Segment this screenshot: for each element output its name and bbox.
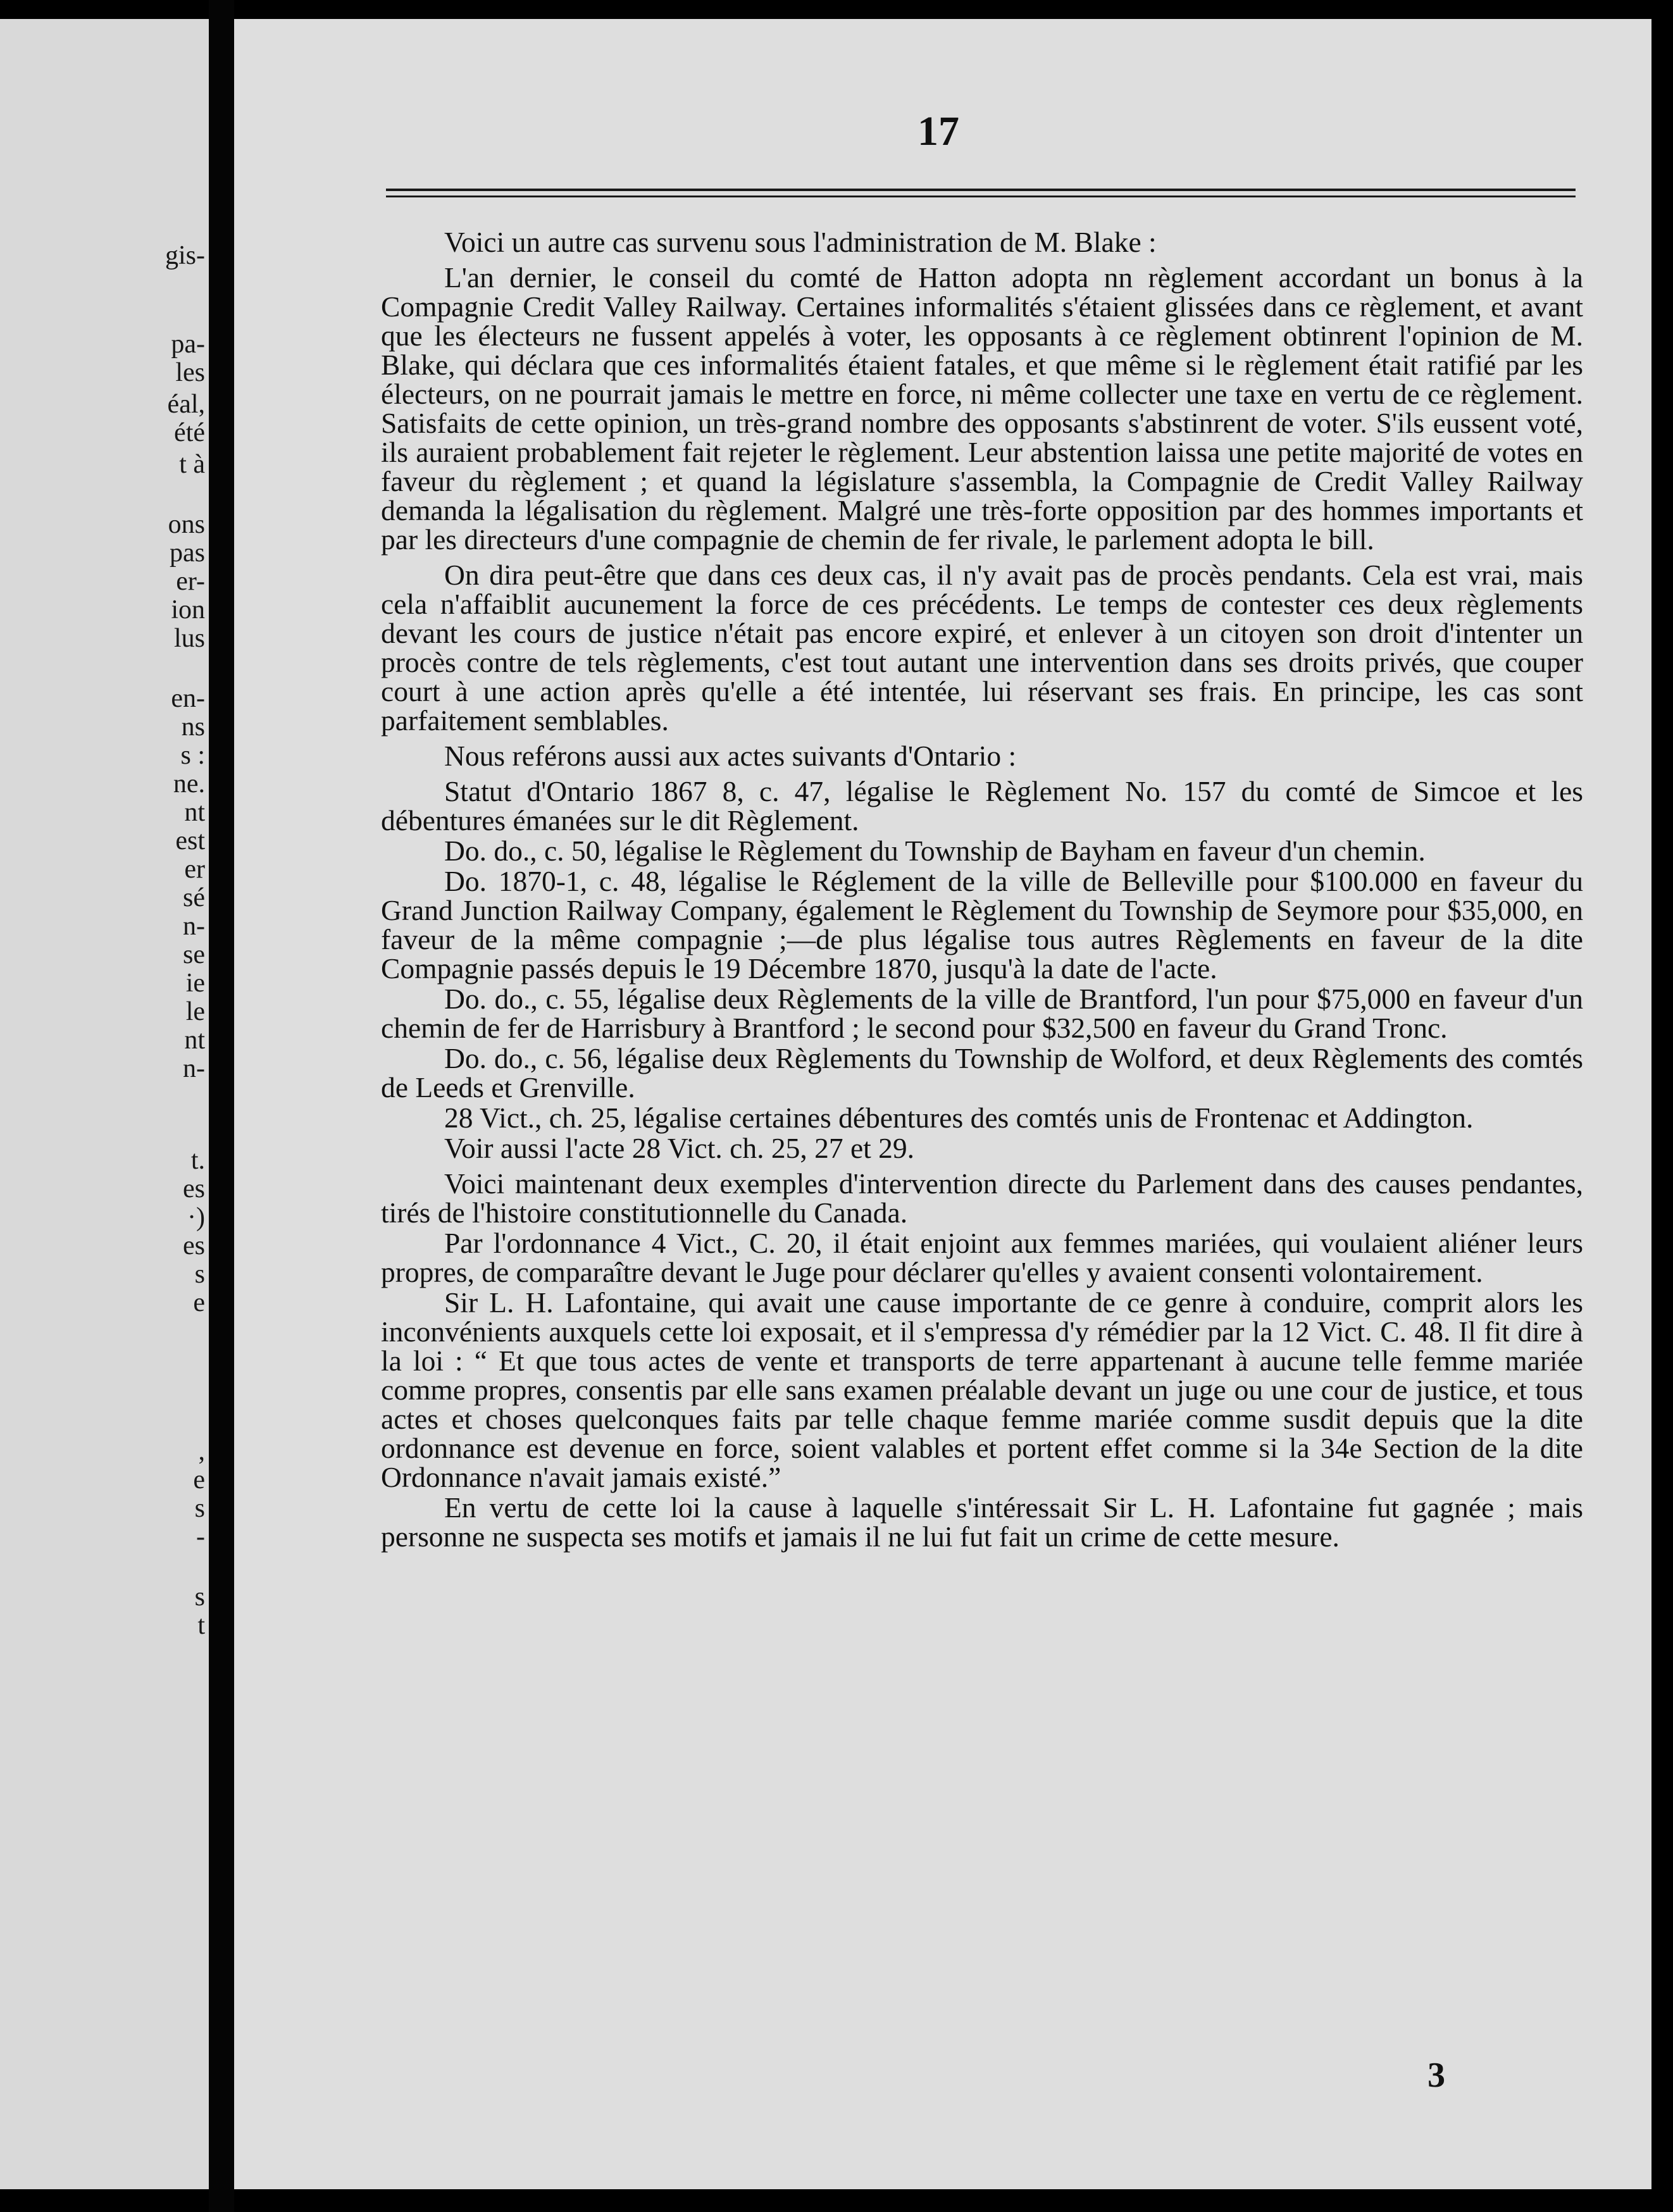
- facing-page-line: ,: [198, 1437, 205, 1466]
- paragraph: Statut d'Ontario 1867 8, c. 47, légalise le Règlement No. 157 du comté de Simcoe et les débentures émanées sur le dit Règlement.: [381, 775, 1583, 836]
- facing-page-line: e: [193, 1288, 205, 1317]
- facing-page-line: s :: [180, 741, 205, 770]
- facing-page-line: pas: [170, 538, 205, 568]
- facing-page-line: t.: [190, 1146, 205, 1175]
- facing-page-line: le: [185, 997, 205, 1026]
- paragraph: Voici maintenant deux exemples d'intervention directe du Parlement dans des causes pendantes, tirés de l'histoire constitutionnelle du Canada.: [381, 1167, 1583, 1229]
- page-number: 17: [917, 108, 959, 154]
- facing-page-line: er-: [176, 567, 205, 596]
- paragraph: Do. do., c. 56, légalise deux Règlements du Township de Wolford, et deux Règlements des comtés de Leeds et Grenville.: [381, 1042, 1583, 1103]
- facing-page-line: n-: [183, 912, 205, 941]
- facing-page-line: se: [183, 940, 205, 969]
- facing-page-line: en-: [171, 684, 205, 713]
- facing-page-line: éal,: [167, 390, 205, 419]
- facing-page-line: er: [184, 855, 205, 884]
- facing-page-line: -: [196, 1522, 205, 1551]
- facing-page-line: ns: [181, 712, 205, 742]
- facing-page-line: t: [197, 1611, 205, 1640]
- facing-page-line: nt: [184, 798, 205, 827]
- paragraph: Do. 1870-1, c. 48, légalise le Réglement de la ville de Belleville pour $100.000 en faveur du Grand Junction Railway Company, également le Règlement du Township de Seymore pour $35,000, en faveur de la même compagnie ;—de plus légalise tous autres Règlements en faveur de la dite Compagnie passés depuis le 19 Décembre 1870, jusqu'à la date de l'acte.: [381, 865, 1583, 985]
- paragraph: 28 Vict., ch. 25, légalise certaines débentures des comtés unis de Frontenac et Addington.: [444, 1102, 1474, 1134]
- facing-page-line: lus: [173, 624, 205, 653]
- facing-page-line: e: [193, 1465, 205, 1494]
- facing-page-line: pa-: [171, 330, 205, 359]
- paragraph: Voir aussi l'acte 28 Vict. ch. 25, 27 et 29.: [444, 1132, 915, 1164]
- book-gutter: [209, 0, 234, 2212]
- facing-page-line: été: [174, 418, 205, 447]
- paragraph: Sir L. H. Lafontaine, qui avait une cause importante de ce genre à conduire, comprit alors les inconvénients auxquels cette loi exposait, et il s'empressa d'y rémédier par la 12 Vict. C. 48. Il fit dire à la loi : “ Et que tous actes de vente et transports de terre appartenant à aucune telle femme mariée comme propres, consentis par elle sans examen préalable devant un juge ou une cour de justice, et tous actes et choses quelconques faits par telle chaque femme mariée comme susdit depuis que la dite ordonnance est devenue en force, soient valables et portent effet comme si la 34e Section de la dite Ordonnance n'avait jamais existé.”: [381, 1286, 1583, 1493]
- signature-mark: 3: [1427, 2056, 1445, 2095]
- facing-page-line: ons: [168, 510, 205, 539]
- facing-page-line: s: [194, 1582, 205, 1612]
- facing-page-line: n-: [183, 1054, 205, 1083]
- paragraph: Voici un autre cas survenu sous l'administration de M. Blake :: [444, 226, 1157, 258]
- facing-page-line: es: [183, 1174, 205, 1203]
- paragraph: L'an dernier, le conseil du comté de Hatton adopta nn règlement accordant un bonus à la Compagnie Credit Valley Railway. Certaines informalités s'étaient glissées dans ce règlement, et avant que les électeurs ne fussent appelés à voter, les opposants à ce règlement obtinrent l'opinion de M. Blake, qui déclara que ces informalités étaient fatales, et que même si le règlement était ratifié par les électeurs, on ne pourrait jamais le mettre en force, ni même collecter une taxe en vertu de ce règlement. Satisfaits de cette opinion, un très-grand nombre des opposants s'abstinrent de voter. S'ils eussent voté, ils auraient probablement fait rejeter le règlement. Leur abstention laissa une petite majorité de votes en faveur du règlement ; et quand la législature s'assembla, la Compagnie de Credit Valley Railway demanda la légalisation du règlement. Malgré une très-forte opposition par des hommes importants et par les directeurs d'une compagnie de chemin de fer rivale, le parlement adopta le bill.: [381, 261, 1583, 556]
- facing-page-line: ion: [171, 595, 205, 624]
- facing-page-line: est: [175, 826, 205, 855]
- facing-page-line: gis-: [165, 241, 205, 270]
- paragraph: Nous reférons aussi aux actes suivants d'Ontario :: [444, 740, 1017, 772]
- paragraph: Par l'ordonnance 4 Vict., C. 20, il était enjoint aux femmes mariées, qui voulaient aliéner leurs propres, de comparaître devant le Juge pour déclarer qu'elles y avaient consenti volontairement.: [381, 1227, 1583, 1288]
- paragraph: En vertu de cette loi la cause à laquelle s'intéressait Sir L. H. Lafontaine fut gagnée ; mais personne ne suspecta ses motifs et jamais il ne lui fut fait un crime de cette mesure.: [381, 1491, 1583, 1553]
- facing-page-line: s: [194, 1494, 205, 1523]
- paragraph: Do. do., c. 55, légalise deux Règlements de la ville de Brantford, l'un pour $75,000 en faveur d'un chemin de fer de Harrisbury à Brantford ; le second pour $32,500 en faveur du Grand Tronc.: [381, 983, 1583, 1044]
- header-rule: [386, 189, 1576, 197]
- facing-page-line: les: [175, 358, 205, 387]
- document-page: [234, 19, 1651, 2189]
- facing-page-fragment: [0, 19, 209, 2189]
- facing-page-line: ne.: [173, 769, 205, 798]
- paragraph: On dira peut-être que dans ces deux cas, il n'y avait pas de procès pendants. Cela est vrai, mais cela n'affaiblit aucunement la force de ces précédents. Le temps de contester ces deux règlements devant les cours de justice n'était pas encore expiré, et enlever à un citoyen son droit d'intenter un procès contre de tels règlements, c'est tout autant une intervention dans ses droits privés, que couper court à une action après qu'elle a été intentée, lui réservant ses frais. En principe, les cas sont parfaitement semblables.: [381, 559, 1583, 736]
- paragraph: Do. do., c. 50, légalise le Règlement du Township de Bayham en faveur d'un chemin.: [444, 835, 1426, 867]
- facing-page-line: t à: [179, 450, 205, 479]
- facing-page-line: sé: [183, 883, 205, 912]
- facing-page-line: ie: [185, 969, 205, 998]
- facing-page-line: nt: [184, 1026, 205, 1055]
- facing-page-line: es: [183, 1231, 205, 1260]
- facing-page-line: ·): [187, 1203, 205, 1232]
- facing-page-line: s: [194, 1260, 205, 1289]
- body-text: [381, 228, 1583, 1553]
